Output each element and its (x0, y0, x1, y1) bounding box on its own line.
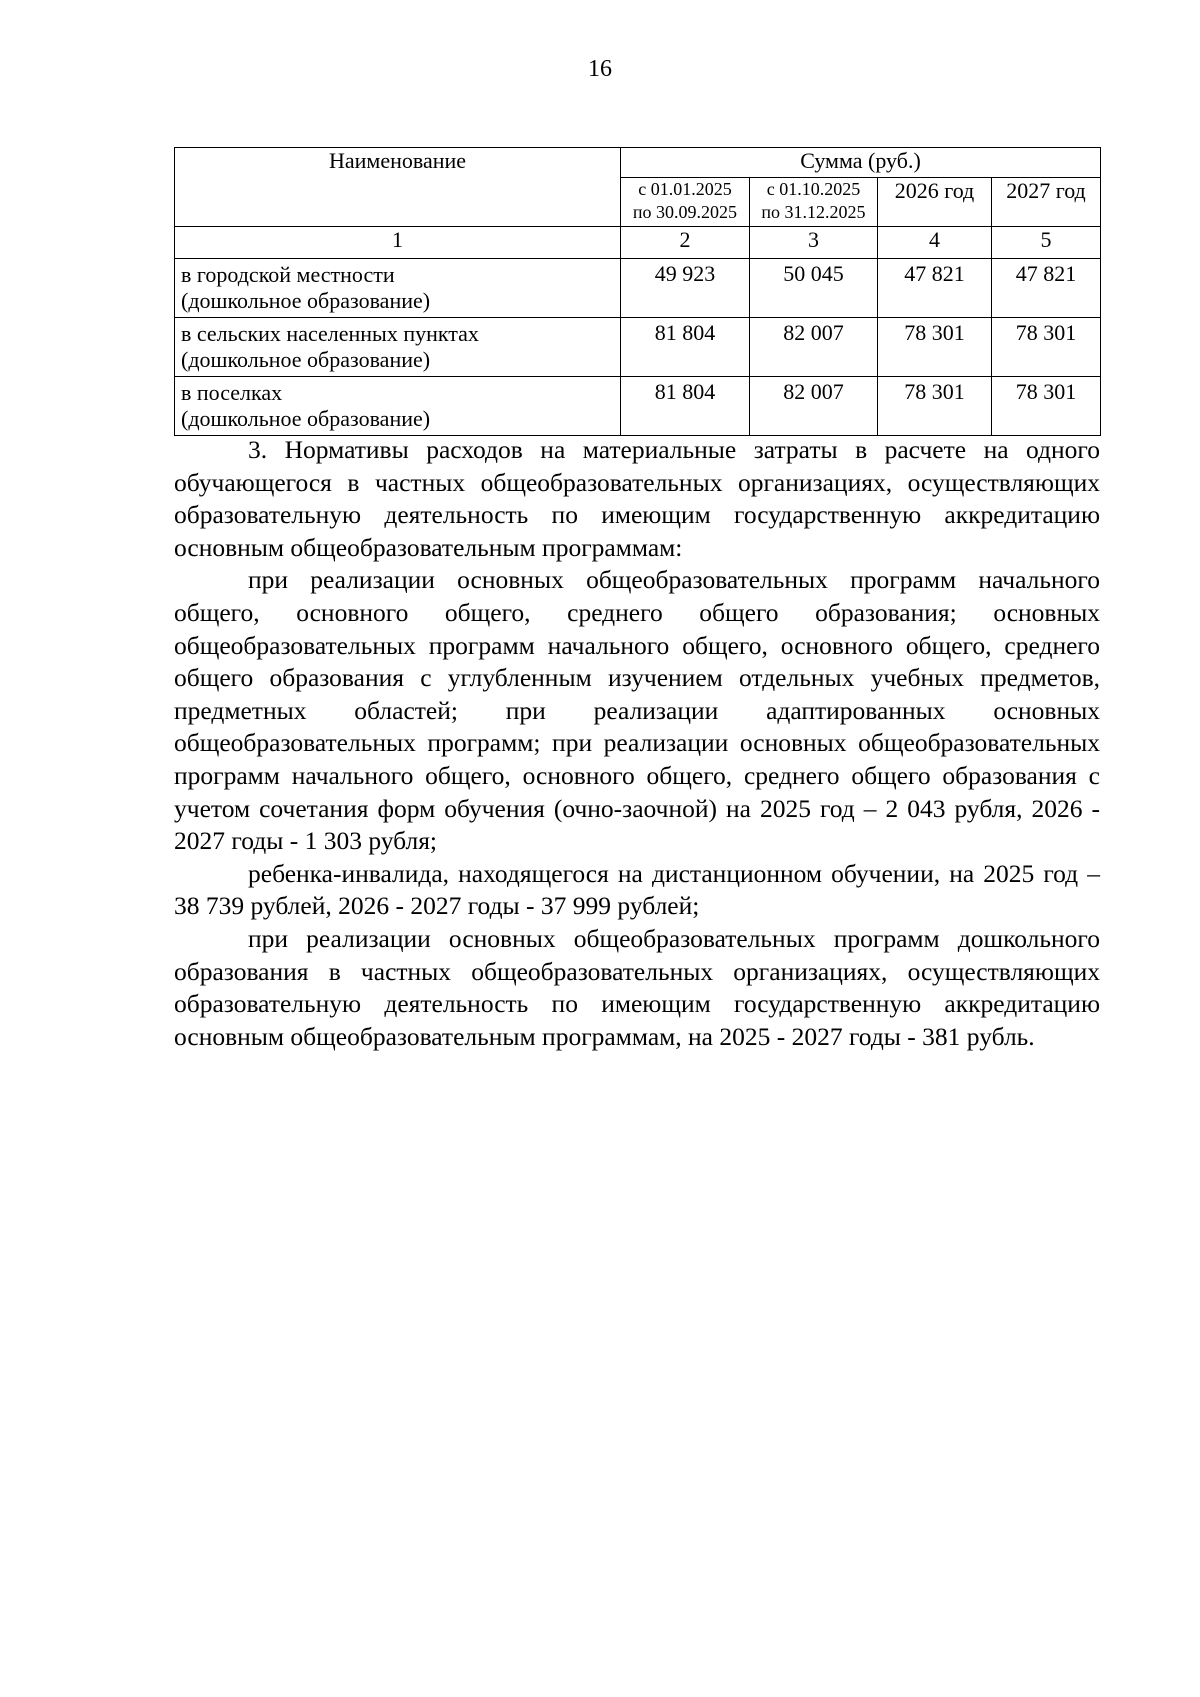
column-number: 4 (878, 227, 992, 259)
paragraph: 3. Нормативы расходов на материальные затраты в расчете на одного обучающегося в частных общеобразовательных организациях, осуществляющих образовательную деятельность по имеющим государственную аккредитацию основным общеобразовательным программам: (174, 435, 1100, 562)
row-name-line: в сельских населенных пунктах (181, 321, 479, 346)
period-1-end: по 30.09.2025 (632, 202, 738, 222)
page-number: 16 (588, 56, 612, 82)
row-value: 49 923 (621, 259, 750, 318)
row-value: 82 007 (750, 318, 878, 377)
period-2-end: по 31.12.2025 (761, 202, 866, 222)
paragraph: при реализации основных общеобразовательных программ дошкольного образования в частных общеобразовательных организациях, осуществляющих образовательную деятельность по имеющим государственную аккредитацию основным общеобразовательным программам, на 2025 - 2027 годы - 381 рубль. (174, 923, 1100, 1051)
row-name-line: в поселках (181, 380, 283, 405)
row-value: 78 301 (878, 318, 992, 377)
table-header-row (175, 148, 1101, 178)
row-value: 78 301 (992, 377, 1101, 436)
body-text (174, 434, 1100, 1053)
row-name (175, 259, 621, 318)
row-name-line: (дошкольное образование) (181, 347, 431, 372)
row-name (175, 318, 621, 377)
header-year-2026: 2026 год (878, 178, 992, 227)
paragraph: при реализации основных общеобразовательных программ начального общего, основного общего, среднего общего образования; основных общеобразовательных программ начального общего, основного общего, среднего общего образования с углубленным изучением отдельных учебных предметов, предметных областей; при реализации адаптированных основных общеобразовательных программ; при реализации основных общеобразовательных программ начального общего, основного общего, среднего общего образования с учетом сочетания форм обучения (очно-заочной) на 2025 год – 2 043 рубля, 2026 - 2027 годы - 1 303 рубля; (174, 565, 1100, 856)
row-value: 47 821 (878, 259, 992, 318)
table-row (175, 377, 1101, 436)
paragraph: ребенка-инвалида, находящегося на дистанционном обучении, на 2025 год – 38 739 рублей, 2026 - 2027 годы - 37 999 рублей; (174, 858, 1100, 921)
header-period-1 (621, 178, 750, 227)
row-value: 82 007 (750, 377, 878, 436)
column-number: 2 (621, 227, 750, 259)
row-name-line: (дошкольное образование) (181, 406, 431, 431)
period-2-start: с 01.10.2025 (766, 179, 861, 199)
row-value: 50 045 (750, 259, 878, 318)
row-value: 78 301 (992, 318, 1101, 377)
header-period-2 (750, 178, 878, 227)
row-name-line: в городской местности (181, 262, 395, 287)
row-value: 47 821 (992, 259, 1101, 318)
row-name-line: (дошкольное образование) (181, 288, 431, 313)
header-name-cell: Наименование (175, 148, 621, 227)
column-number: 3 (750, 227, 878, 259)
norms-table (174, 147, 1101, 436)
table-row (175, 318, 1101, 377)
column-number: 5 (992, 227, 1101, 259)
row-value: 81 804 (621, 318, 750, 377)
column-number-row (175, 227, 1101, 259)
column-number: 1 (175, 227, 621, 259)
row-value: 78 301 (878, 377, 992, 436)
row-value: 81 804 (621, 377, 750, 436)
header-year-2027: 2027 год (992, 178, 1101, 227)
header-sum-cell: Сумма (руб.) (621, 148, 1101, 178)
row-name (175, 377, 621, 436)
table-row (175, 259, 1101, 318)
period-1-start: с 01.01.2025 (638, 179, 732, 199)
